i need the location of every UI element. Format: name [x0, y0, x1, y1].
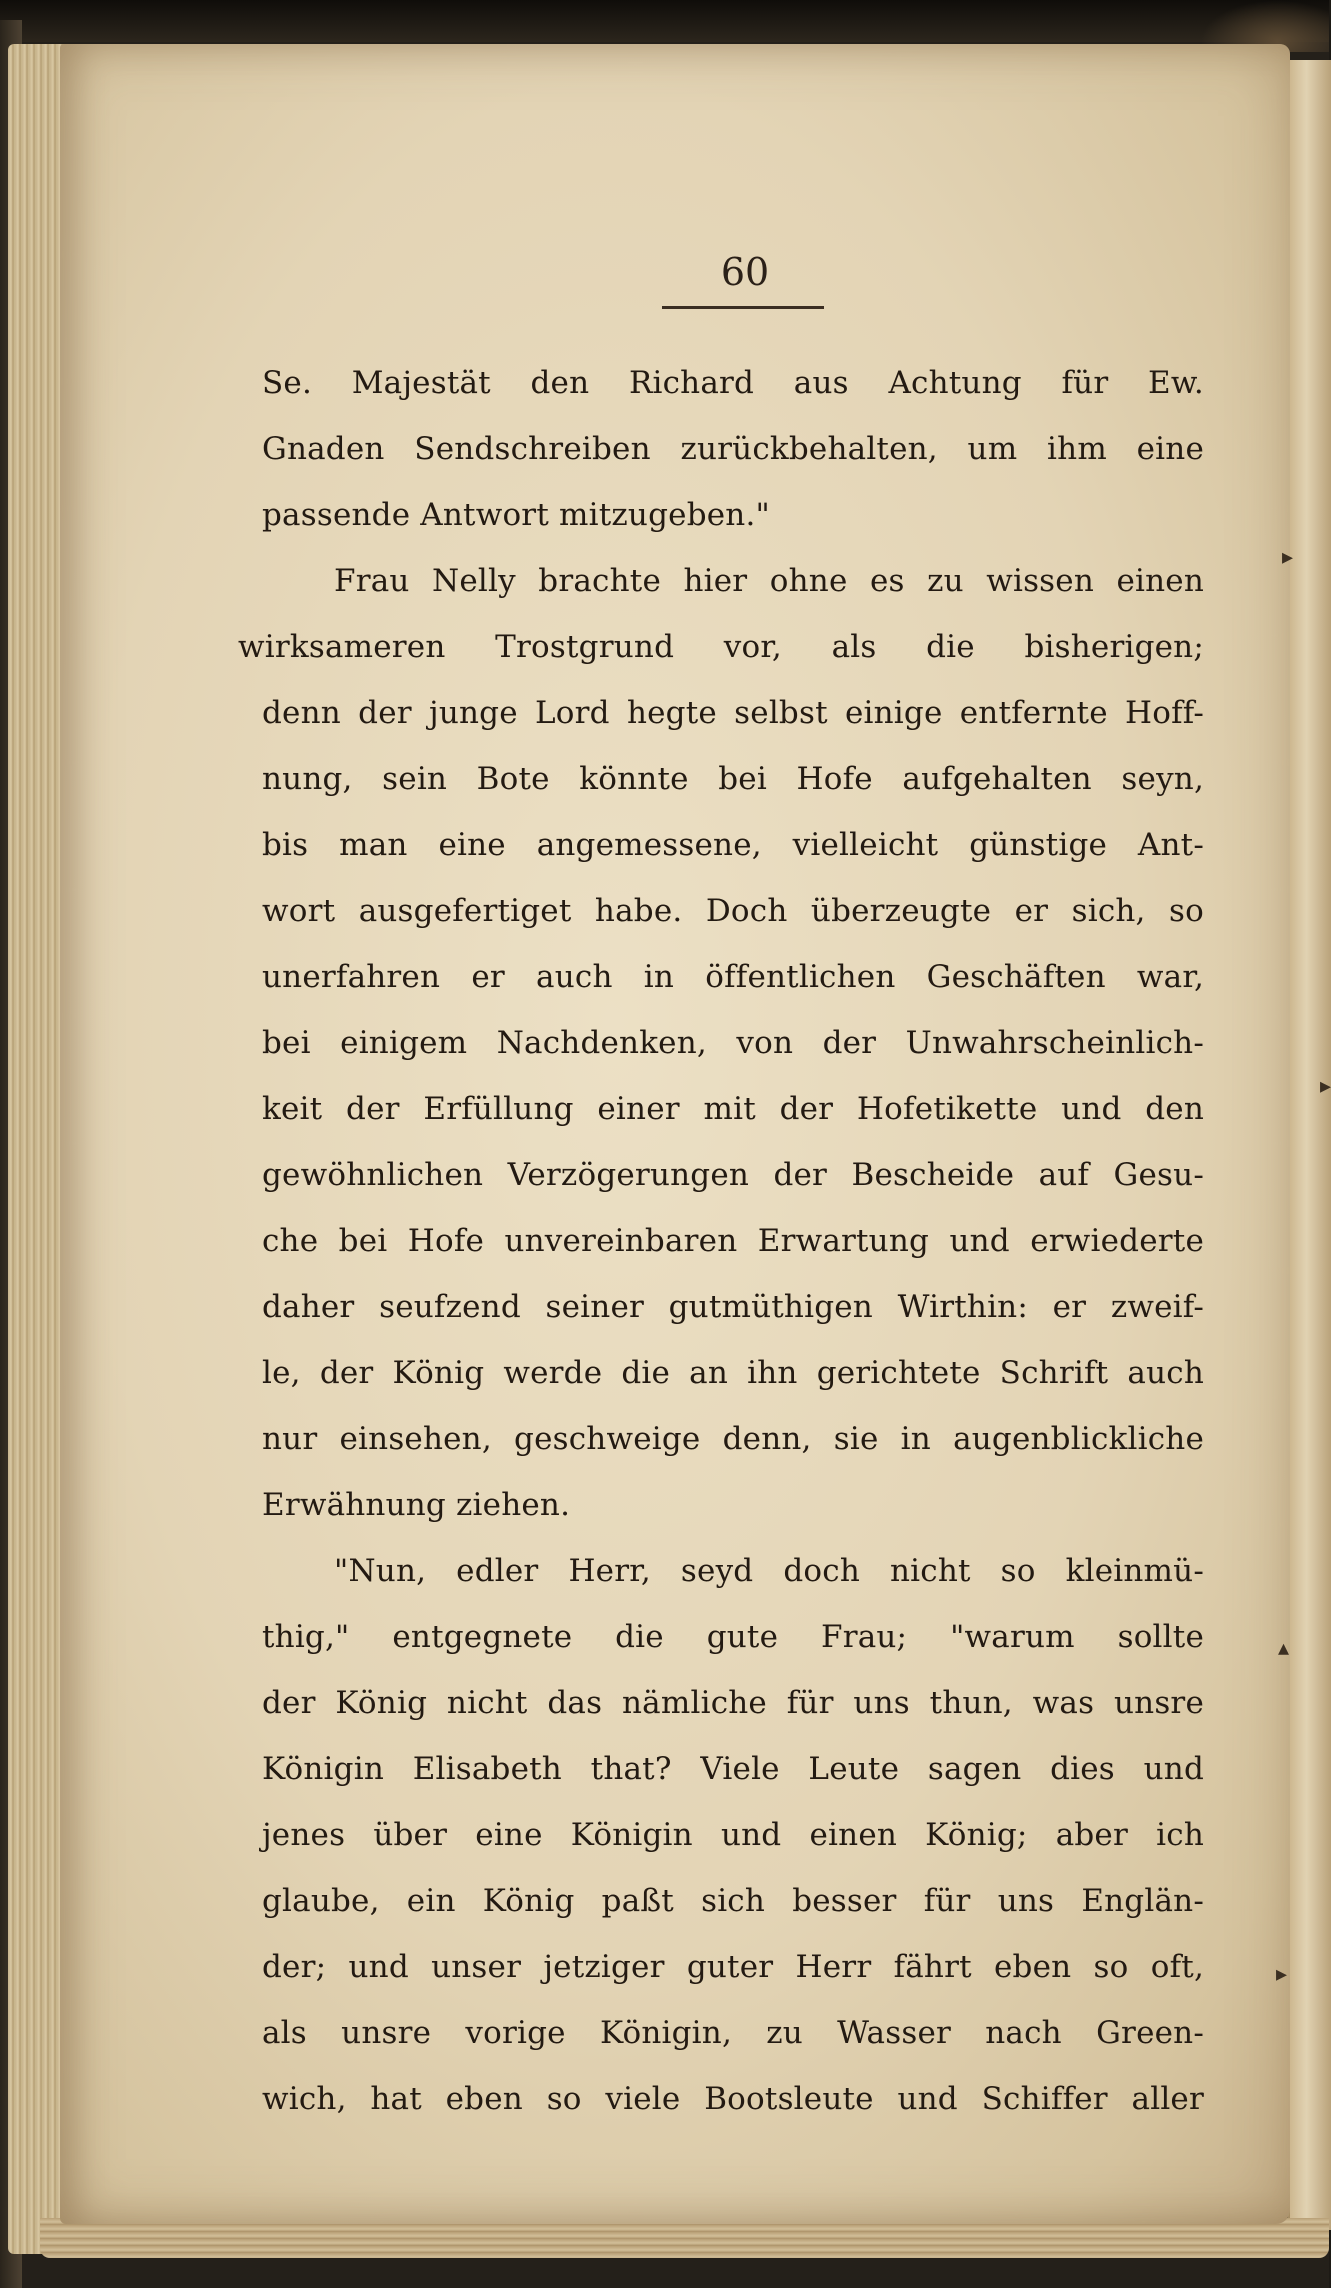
text-line: denn der junge Lord hegte selbst einige entfernte Hoff- — [262, 695, 1204, 731]
page-block-right-edge — [1288, 60, 1331, 2230]
text-line: als unsre vorige Königin, zu Wasser nach Green- — [262, 2015, 1204, 2051]
text-line: bei einigem Nachdenken, von der Unwahrscheinlich- — [262, 1025, 1204, 1061]
text-line: che bei Hofe unvereinbaren Erwartung und erwiederte — [262, 1223, 1204, 1259]
page-tab-marker-icon: ▸ — [1276, 1962, 1288, 1987]
text-line: glaube, ein König paßt sich besser für uns Englän- — [262, 1883, 1204, 1919]
text-line: gewöhnlichen Verzögerungen der Bescheide auf Gesu- — [262, 1157, 1204, 1193]
text-line: daher seufzend seiner gutmüthigen Wirthin: er zweif- — [262, 1289, 1204, 1325]
page-number-rule — [662, 306, 824, 309]
text-line: unerfahren er auch in öffentlichen Geschäften war, — [262, 959, 1204, 995]
text-line: Gnaden Sendschreiben zurückbehalten, um ihm eine — [262, 431, 1204, 467]
text-line: wirksameren Trostgrund vor, als die bisherigen; — [238, 629, 1204, 665]
paragraph-start-line: Frau Nelly brachte hier ohne es zu wissen einen — [334, 563, 1204, 599]
text-line: passende Antwort mitzugeben." — [262, 497, 770, 533]
text-line: thig," entgegnete die gute Frau; "warum sollte — [262, 1619, 1204, 1655]
text-line: keit der Erfüllung einer mit der Hofetikette und den — [262, 1091, 1204, 1127]
page-text — [238, 350, 1204, 2132]
top-shadow — [0, 0, 1329, 42]
page-number: 60 — [720, 250, 770, 294]
text-line: wort ausgefertiget habe. Doch überzeugte er sich, so — [262, 893, 1204, 929]
page-block-bottom-edge — [40, 2218, 1329, 2258]
paragraph-start-line: "Nun, edler Herr, seyd doch nicht so kleinmü- — [334, 1553, 1204, 1589]
text-line: bis man eine angemessene, vielleicht günstige Ant- — [262, 827, 1204, 863]
text-line: nur einsehen, geschweige denn, sie in augenblickliche — [262, 1421, 1204, 1457]
text-line: Se. Majestät den Richard aus Achtung für Ew. — [262, 365, 1204, 401]
page-tab-marker-icon: ▸ — [1282, 545, 1294, 570]
page-tab-marker-icon: ▴ — [1278, 1636, 1290, 1661]
page-tab-marker-icon: ▸ — [1320, 1074, 1331, 1099]
text-line: der; und unser jetziger guter Herr fährt eben so oft, — [262, 1949, 1204, 1985]
text-line: jenes über eine Königin und einen König; aber ich — [262, 1817, 1204, 1853]
text-line: wich, hat eben so viele Bootsleute und Schiffer aller — [262, 2081, 1204, 2117]
text-line: der König nicht das nämliche für uns thun, was unsre — [262, 1685, 1204, 1721]
text-line: Königin Elisabeth that? Viele Leute sagen dies und — [262, 1751, 1204, 1787]
text-line: le, der König werde die an ihn gerichtete Schrift auch — [262, 1355, 1204, 1391]
text-line: Erwähnung ziehen. — [262, 1487, 571, 1523]
text-line: nung, sein Bote könnte bei Hofe aufgehalten seyn, — [262, 761, 1204, 797]
